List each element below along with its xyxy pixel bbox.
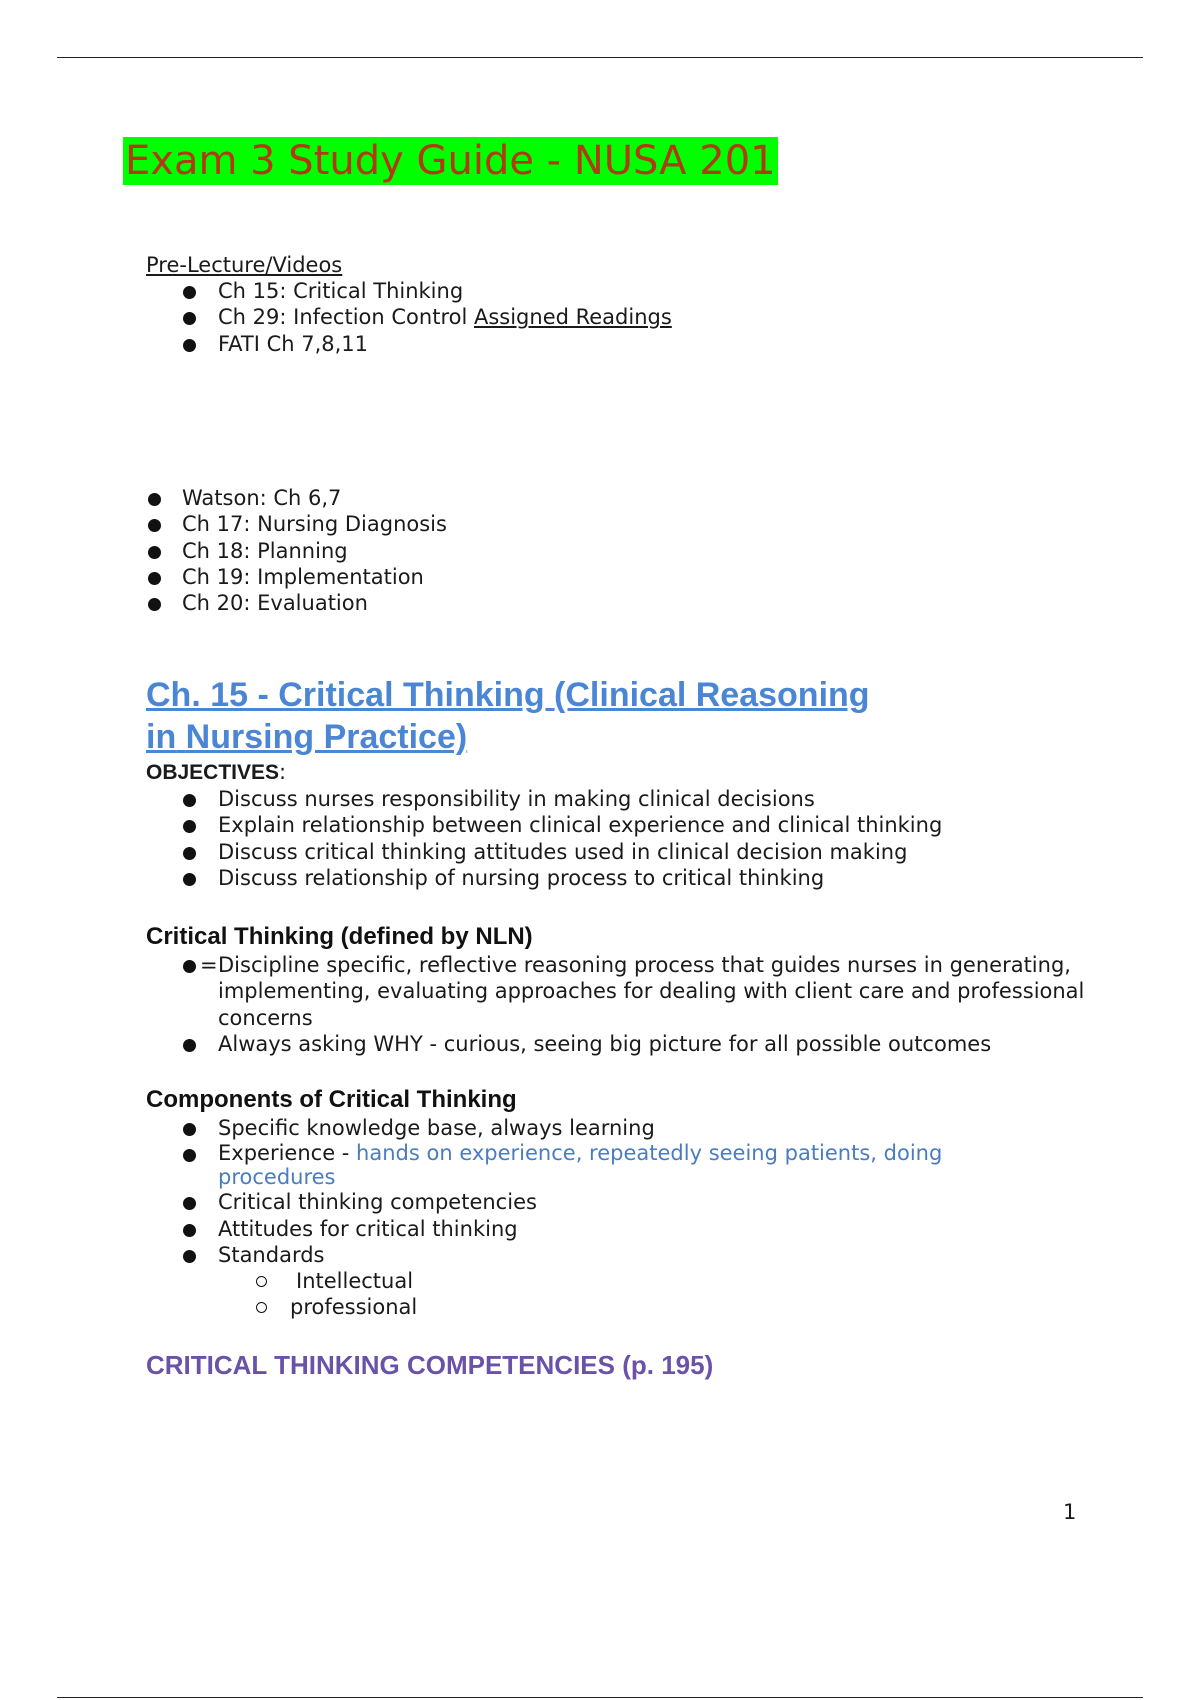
sub-list-item — [146, 1268, 1046, 1294]
list-item — [146, 278, 672, 304]
list-item — [146, 952, 1096, 1031]
bullet-icon — [183, 960, 196, 973]
components-section — [146, 1085, 1046, 1321]
page-number: 1 — [1063, 1500, 1077, 1524]
list-item-text: Explain relationship between clinical experience and clinical thinking — [218, 813, 943, 838]
bullet-icon — [183, 1250, 196, 1263]
list-item-text: Ch 17: Nursing Diagnosis — [182, 512, 447, 537]
bullet-icon — [183, 286, 196, 299]
components-heading: Components of Critical Thinking — [146, 1086, 517, 1113]
list-item-text: Standards — [218, 1242, 325, 1267]
list-item — [146, 564, 447, 590]
chapter-heading-line2b: Nursing Practice) — [185, 718, 468, 756]
components-list — [146, 1115, 1046, 1268]
list-item — [146, 538, 447, 564]
list-item — [146, 812, 1106, 838]
competencies-heading: CRITICAL THINKING COMPETENCIES (p. 195) — [146, 1350, 714, 1380]
bullet-icon — [183, 1224, 196, 1237]
chapter-heading-line1: Ch. 15 - Critical Thinking (Clinical Reasoning — [146, 676, 870, 714]
list-item-text: Ch 15: Critical Thinking — [218, 279, 464, 303]
readings-section — [146, 485, 447, 616]
bullet-icon — [183, 339, 196, 352]
list-item — [146, 786, 1106, 812]
bullet-icon — [148, 546, 161, 559]
list-item-text: Discuss nurses responsibility in making clinical decisions — [218, 787, 815, 811]
pre-lecture-label: Pre-Lecture/Videos — [146, 253, 343, 277]
list-item-text: Always asking WHY - curious, seeing big picture for all possible outcomes — [218, 1031, 992, 1056]
equals-sign: = — [200, 953, 218, 977]
critical-thinking-list — [146, 952, 1096, 1057]
bullet-icon — [183, 794, 196, 807]
list-item-text: Critical thinking competencies — [218, 1190, 537, 1215]
list-item-text: Attitudes for critical thinking — [218, 1216, 518, 1241]
list-item — [146, 590, 447, 616]
list-item — [146, 1189, 1046, 1215]
list-item — [146, 1115, 1046, 1141]
bullet-icon — [183, 820, 196, 833]
sub-list-item-text: Intellectual — [296, 1269, 414, 1294]
list-item — [146, 865, 1106, 891]
bottom-rule — [57, 1697, 1143, 1698]
pre-lecture-list — [146, 278, 672, 357]
list-item — [146, 485, 447, 511]
hollow-bullet-icon — [256, 1276, 267, 1287]
hollow-bullet-icon — [256, 1302, 267, 1313]
top-rule — [57, 57, 1143, 58]
list-item-text: Discuss relationship of nursing process to critical thinking — [218, 865, 825, 890]
list-item-text: Discuss critical thinking attitudes used in clinical decision making — [218, 839, 908, 864]
list-item-text: Ch 20: Evaluation — [182, 591, 368, 616]
list-item-text: Ch 29: Infection Control — [218, 305, 474, 330]
document-title: Exam 3 Study Guide - NUSA 201 — [125, 138, 776, 184]
objectives-label-row — [146, 760, 1106, 786]
objectives-list — [146, 786, 1106, 891]
list-item — [146, 331, 672, 357]
bullet-icon — [183, 312, 196, 325]
assigned-readings-link[interactable]: Assigned Readings — [473, 305, 672, 330]
bullet-icon — [183, 1149, 196, 1162]
sub-list-item — [146, 1294, 1046, 1320]
list-item — [146, 511, 447, 537]
sub-list-item-text: professional — [290, 1295, 418, 1320]
chapter-heading-line2a: in — [146, 718, 177, 756]
bullet-icon — [183, 873, 196, 886]
list-item-text: Ch 18: Planning — [182, 538, 348, 563]
list-item — [146, 304, 672, 330]
list-item — [146, 839, 1106, 865]
list-item-text: Specific knowledge base, always learning — [218, 1116, 655, 1140]
list-item-text: Experience - — [218, 1141, 357, 1166]
list-item-text: Discipline specific, reflective reasoning process that guides nurses in generating, implementing, evaluating approaches for dealing with client care and professional concerns — [218, 953, 1085, 1030]
list-item-text: Watson: Ch 6,7 — [182, 486, 342, 510]
readings-list — [146, 485, 447, 616]
list-item — [146, 1216, 1046, 1242]
bullet-icon — [183, 1197, 196, 1210]
standards-sublist — [146, 1268, 1046, 1321]
bullet-icon — [183, 1039, 196, 1052]
list-item-text: FATI Ch 7,8,11 — [218, 331, 369, 356]
pre-lecture-section — [146, 252, 672, 357]
chapter-section — [146, 674, 1106, 891]
objectives-label: OBJECTIVES — [146, 761, 280, 784]
critical-thinking-heading: Critical Thinking (defined by NLN) — [146, 923, 533, 950]
objectives-colon: : — [279, 760, 287, 784]
experience-highlight: hands on experience, repeatedly seeing patients, doing procedures — [218, 1141, 943, 1190]
list-item-text: Ch 19: Implementation — [182, 564, 424, 589]
critical-thinking-section — [146, 922, 1096, 1057]
bullet-icon — [183, 1123, 196, 1136]
bullet-icon — [183, 847, 196, 860]
bullet-icon — [148, 598, 161, 611]
chapter-heading — [146, 674, 1106, 758]
list-item — [146, 1141, 1046, 1189]
bullet-icon — [148, 519, 161, 532]
list-item — [146, 1031, 1096, 1057]
list-item — [146, 1242, 1046, 1268]
bullet-icon — [148, 493, 161, 506]
bullet-icon — [148, 572, 161, 585]
